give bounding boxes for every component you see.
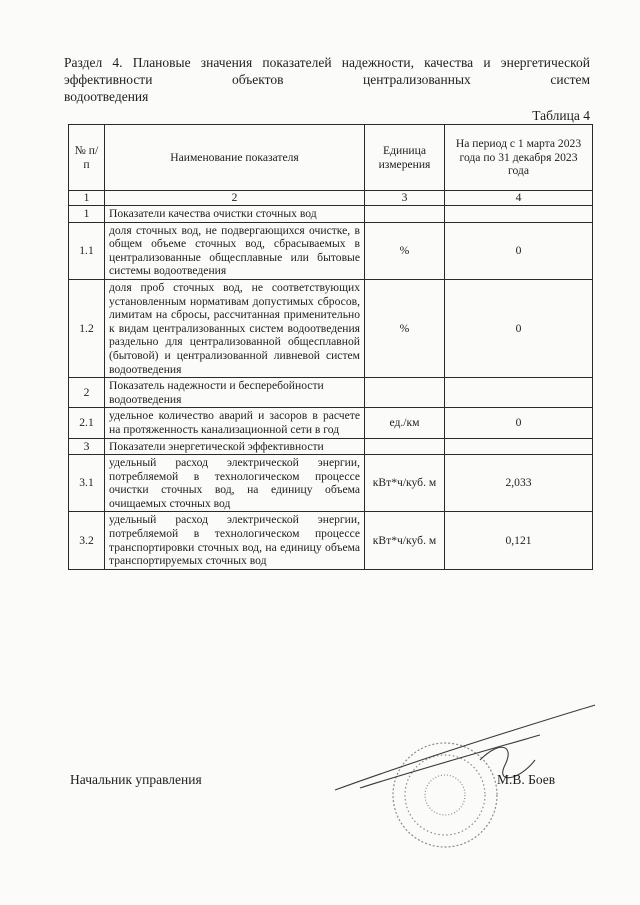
table-row (69, 222, 593, 279)
row-num: 3 (69, 438, 105, 455)
row-name: Показатель надежности и бесперебойности водоотведения (105, 378, 365, 408)
row-num: 1 (69, 206, 105, 223)
row-unit (365, 206, 445, 223)
row-num: 1.1 (69, 222, 105, 279)
signer-name: М.В. Боев (497, 772, 556, 787)
table-row (69, 408, 593, 438)
header-num: № п/п (69, 125, 105, 191)
header-period: На период с 1 марта 2023 года по 31 декабря 2023 года (445, 125, 593, 191)
table-label: Таблица 4 (532, 108, 590, 123)
signature-and-seal (330, 700, 600, 850)
row-num: 2 (69, 378, 105, 408)
table-header-row (69, 125, 593, 191)
table-row (69, 438, 593, 455)
row-unit: кВт*ч/куб. м (365, 455, 445, 512)
row-name: удельный расход электрической энергии, потребляемой в технологическом процессе очистки сточных вод, на единицу объема очищаемых сточных вод (105, 455, 365, 512)
column-number: 2 (105, 191, 365, 206)
row-value (445, 378, 593, 408)
row-value: 0 (445, 222, 593, 279)
column-number: 1 (69, 191, 105, 206)
indicators-table (68, 124, 593, 570)
column-number: 3 (365, 191, 445, 206)
header-name: Наименование показателя (105, 125, 365, 191)
row-value (445, 206, 593, 223)
row-value (445, 438, 593, 455)
row-value: 2,033 (445, 455, 593, 512)
row-name: удельное количество аварий и засоров в расчете на протяженность канализационной сети в год (105, 408, 365, 438)
row-unit: % (365, 279, 445, 377)
row-name: Показатели качества очистки сточных вод (105, 206, 365, 223)
row-value: 0,121 (445, 512, 593, 569)
row-name: удельный расход электрической энергии, потребляемой в технологическом процессе транспортировки сточных вод, на единицу объема транспортируемых сточных вод (105, 512, 365, 569)
table-row (69, 279, 593, 377)
row-unit (365, 378, 445, 408)
row-value: 0 (445, 408, 593, 438)
header-unit: Единица измерения (365, 125, 445, 191)
row-name: доля проб сточных вод, не соответствующих установленным нормативам допустимых сбросов, лимитам на сбросы, рассчитанная применительно к видам централизованных систем водоотведения раздельно для централизованной общесплавной (бытовой) и централизованной ливневой систем водоотведения (105, 279, 365, 377)
row-num: 1.2 (69, 279, 105, 377)
column-numbers-row (69, 191, 593, 206)
table-row (69, 378, 593, 408)
table-row (69, 455, 593, 512)
row-value: 0 (445, 279, 593, 377)
row-num: 3.1 (69, 455, 105, 512)
row-num: 2.1 (69, 408, 105, 438)
row-unit: кВт*ч/куб. м (365, 512, 445, 569)
signer-position: Начальник управления (70, 772, 202, 787)
row-name: Показатели энергетической эффективности (105, 438, 365, 455)
row-unit (365, 438, 445, 455)
table-row (69, 512, 593, 569)
column-number: 4 (445, 191, 593, 206)
section-heading-line2: энергетической эффективности объектов централизованных систем (64, 55, 590, 87)
row-num: 3.2 (69, 512, 105, 569)
section-heading (64, 54, 590, 105)
section-heading-line3: водоотведения (64, 89, 149, 104)
table-row (69, 206, 593, 223)
row-unit: ед./км (365, 408, 445, 438)
section-heading-line1: Раздел 4. Плановые значения показателей надежности, качества и (64, 55, 491, 70)
row-name: доля сточных вод, не подвергающихся очистке, в общем объеме сточных вод, сбрасываемых в централизованные общесплавные или бытовые системы водоотведения (105, 222, 365, 279)
row-unit: % (365, 222, 445, 279)
